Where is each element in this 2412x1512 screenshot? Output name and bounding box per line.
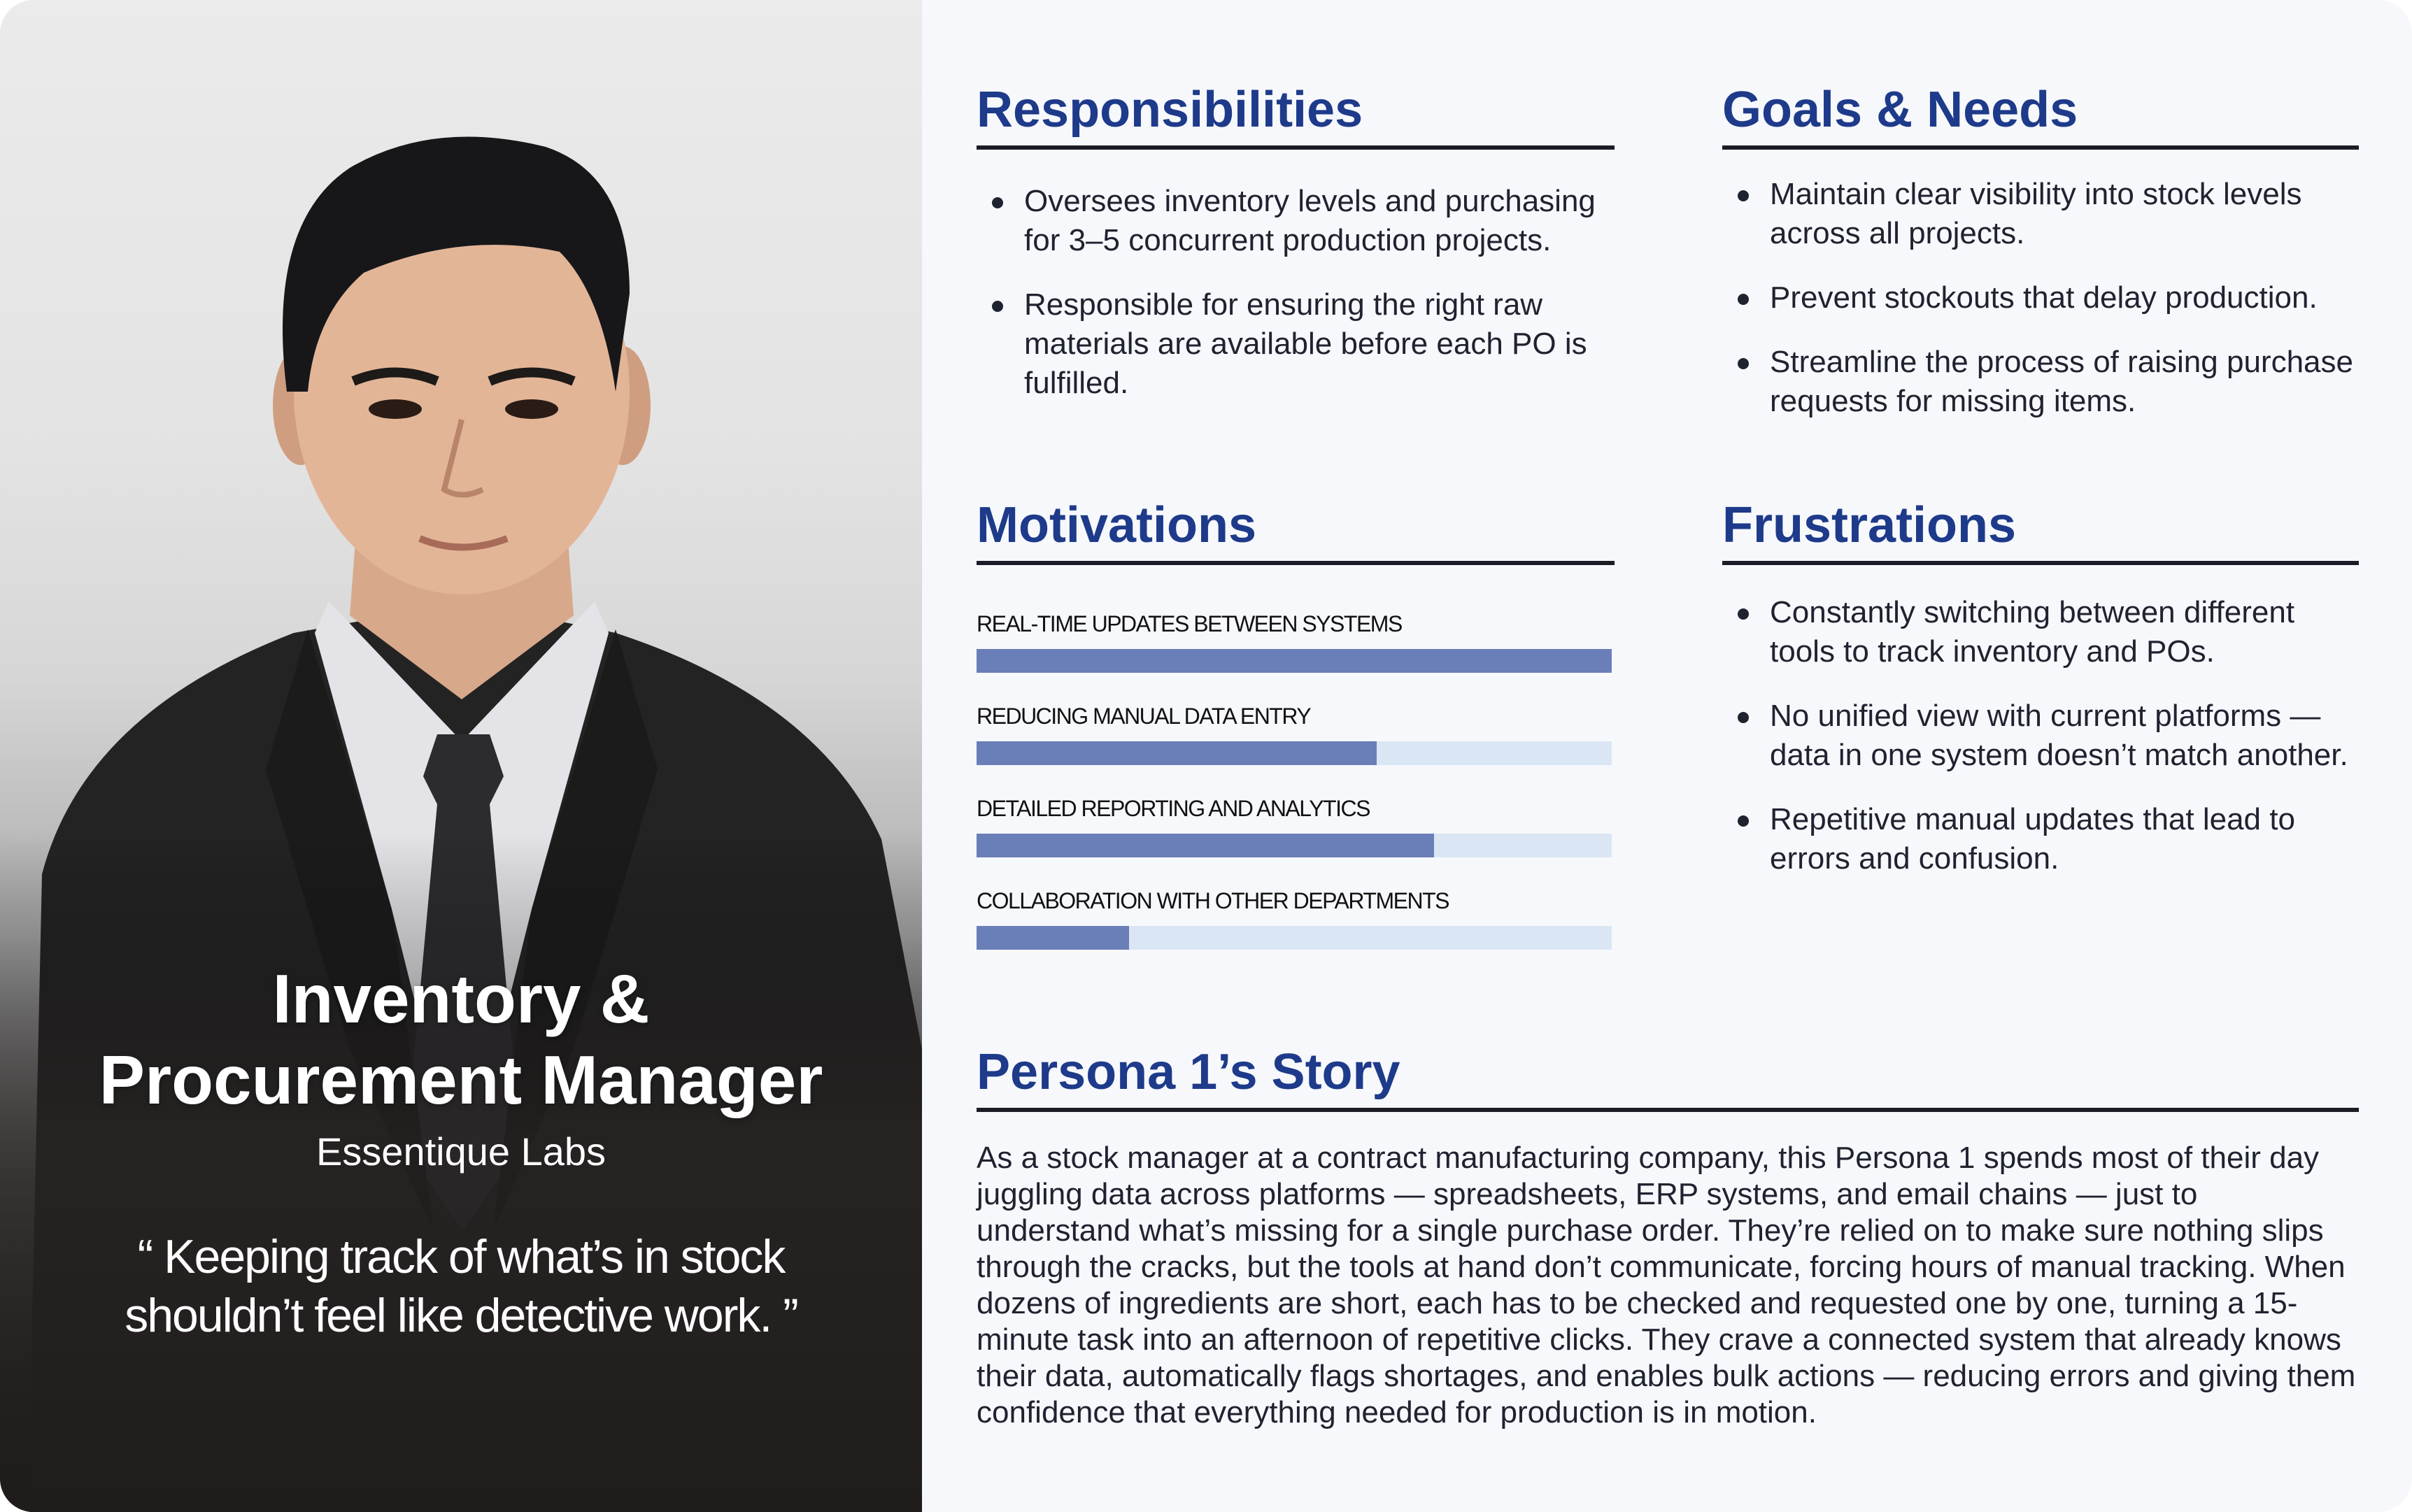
motivation-item [977, 794, 1615, 822]
motivation-bar-track [977, 741, 1612, 765]
story-text: As a stock manager at a contract manufacturing company, this Persona 1 spends most of their day juggling data across platforms — spreadsheets, ERP systems, and email chains — just to understand what’s missing for a single purchase order. They’re relied on to make sure nothing slips through the cracks, but the tools at hand don’t communicate, forcing hours of manual tracking. When dozens of ingredients are short, each has to be checked and requested one by one, turning a 15-minute task into an afternoon of repetitive clicks. They crave a connected system that already knows their data, automatically flags shortages, and enables bulk actions — reducing errors and giving them confidence that everything needed for production is in motion. [977, 1141, 2356, 1429]
motivation-bar-fill [977, 834, 1434, 857]
persona-company: Essentique Labs [315, 1129, 606, 1174]
list-item: Repetitive manual updates that lead to errors and confusion. [1722, 800, 2359, 878]
persona-quote-line2: shouldn’t feel like detective work. ” [125, 1289, 797, 1342]
story-heading: Persona 1’s Story [977, 1041, 2359, 1112]
persona-photo-panel [0, 0, 922, 1512]
list-item: Maintain clear visibility into stock levels across all projects. [1722, 175, 2359, 253]
list-item: Constantly switching between different tools to track inventory and POs. [1722, 593, 2359, 671]
list-item: Oversees inventory levels and purchasing for 3–5 concurrent production projects. [977, 182, 1615, 260]
responsibilities-list [977, 182, 1615, 403]
responsibilities-section [977, 78, 1615, 403]
motivations-heading: Motivations [977, 494, 1615, 565]
persona-title-line1: Inventory & [272, 960, 650, 1037]
motivation-label: REAL-TIME UPDATES BETWEEN SYSTEMS [977, 611, 1402, 636]
motivation-bar-fill [977, 741, 1377, 765]
list-item: No unified view with current platforms — data in one system doesn’t match another. [1722, 697, 2359, 775]
motivation-item [977, 887, 1615, 915]
motivation-bar-fill [977, 926, 1129, 950]
motivation-item [977, 702, 1615, 730]
motivation-label: COLLABORATION WITH OTHER DEPARTMENTS [977, 888, 1449, 913]
motivation-bar-fill [977, 649, 1612, 673]
responsibilities-heading: Responsibilities [977, 78, 1615, 150]
goals-section [1722, 78, 2359, 421]
persona-quote [0, 1227, 922, 1345]
motivations-section [977, 494, 1615, 955]
motivation-bar-track [977, 926, 1612, 950]
frustrations-list [1722, 593, 2359, 878]
list-item: Prevent stockouts that delay production. [1722, 278, 2359, 318]
list-item: Responsible for ensuring the right raw materials are available before each PO is fulfilled. [977, 285, 1615, 403]
motivation-label: DETAILED REPORTING AND ANALYTICS [977, 796, 1370, 821]
goals-heading: Goals & Needs [1722, 78, 2359, 150]
story-section [977, 1041, 2359, 1431]
list-item: Streamline the process of raising purchase requests for missing items. [1722, 343, 2359, 421]
persona-title [0, 958, 922, 1120]
motivation-label: REDUCING MANUAL DATA ENTRY [977, 704, 1311, 729]
persona-title-line2: Procurement Manager [99, 1041, 823, 1118]
goals-list [1722, 175, 2359, 421]
motivation-bar-track [977, 649, 1612, 673]
motivation-bar-track [977, 834, 1612, 857]
motivation-item [977, 610, 1615, 638]
frustrations-heading: Frustrations [1722, 494, 2359, 565]
persona-quote-line1: “ Keeping track of what’s in stock [137, 1230, 785, 1283]
frustrations-section [1722, 494, 2359, 878]
